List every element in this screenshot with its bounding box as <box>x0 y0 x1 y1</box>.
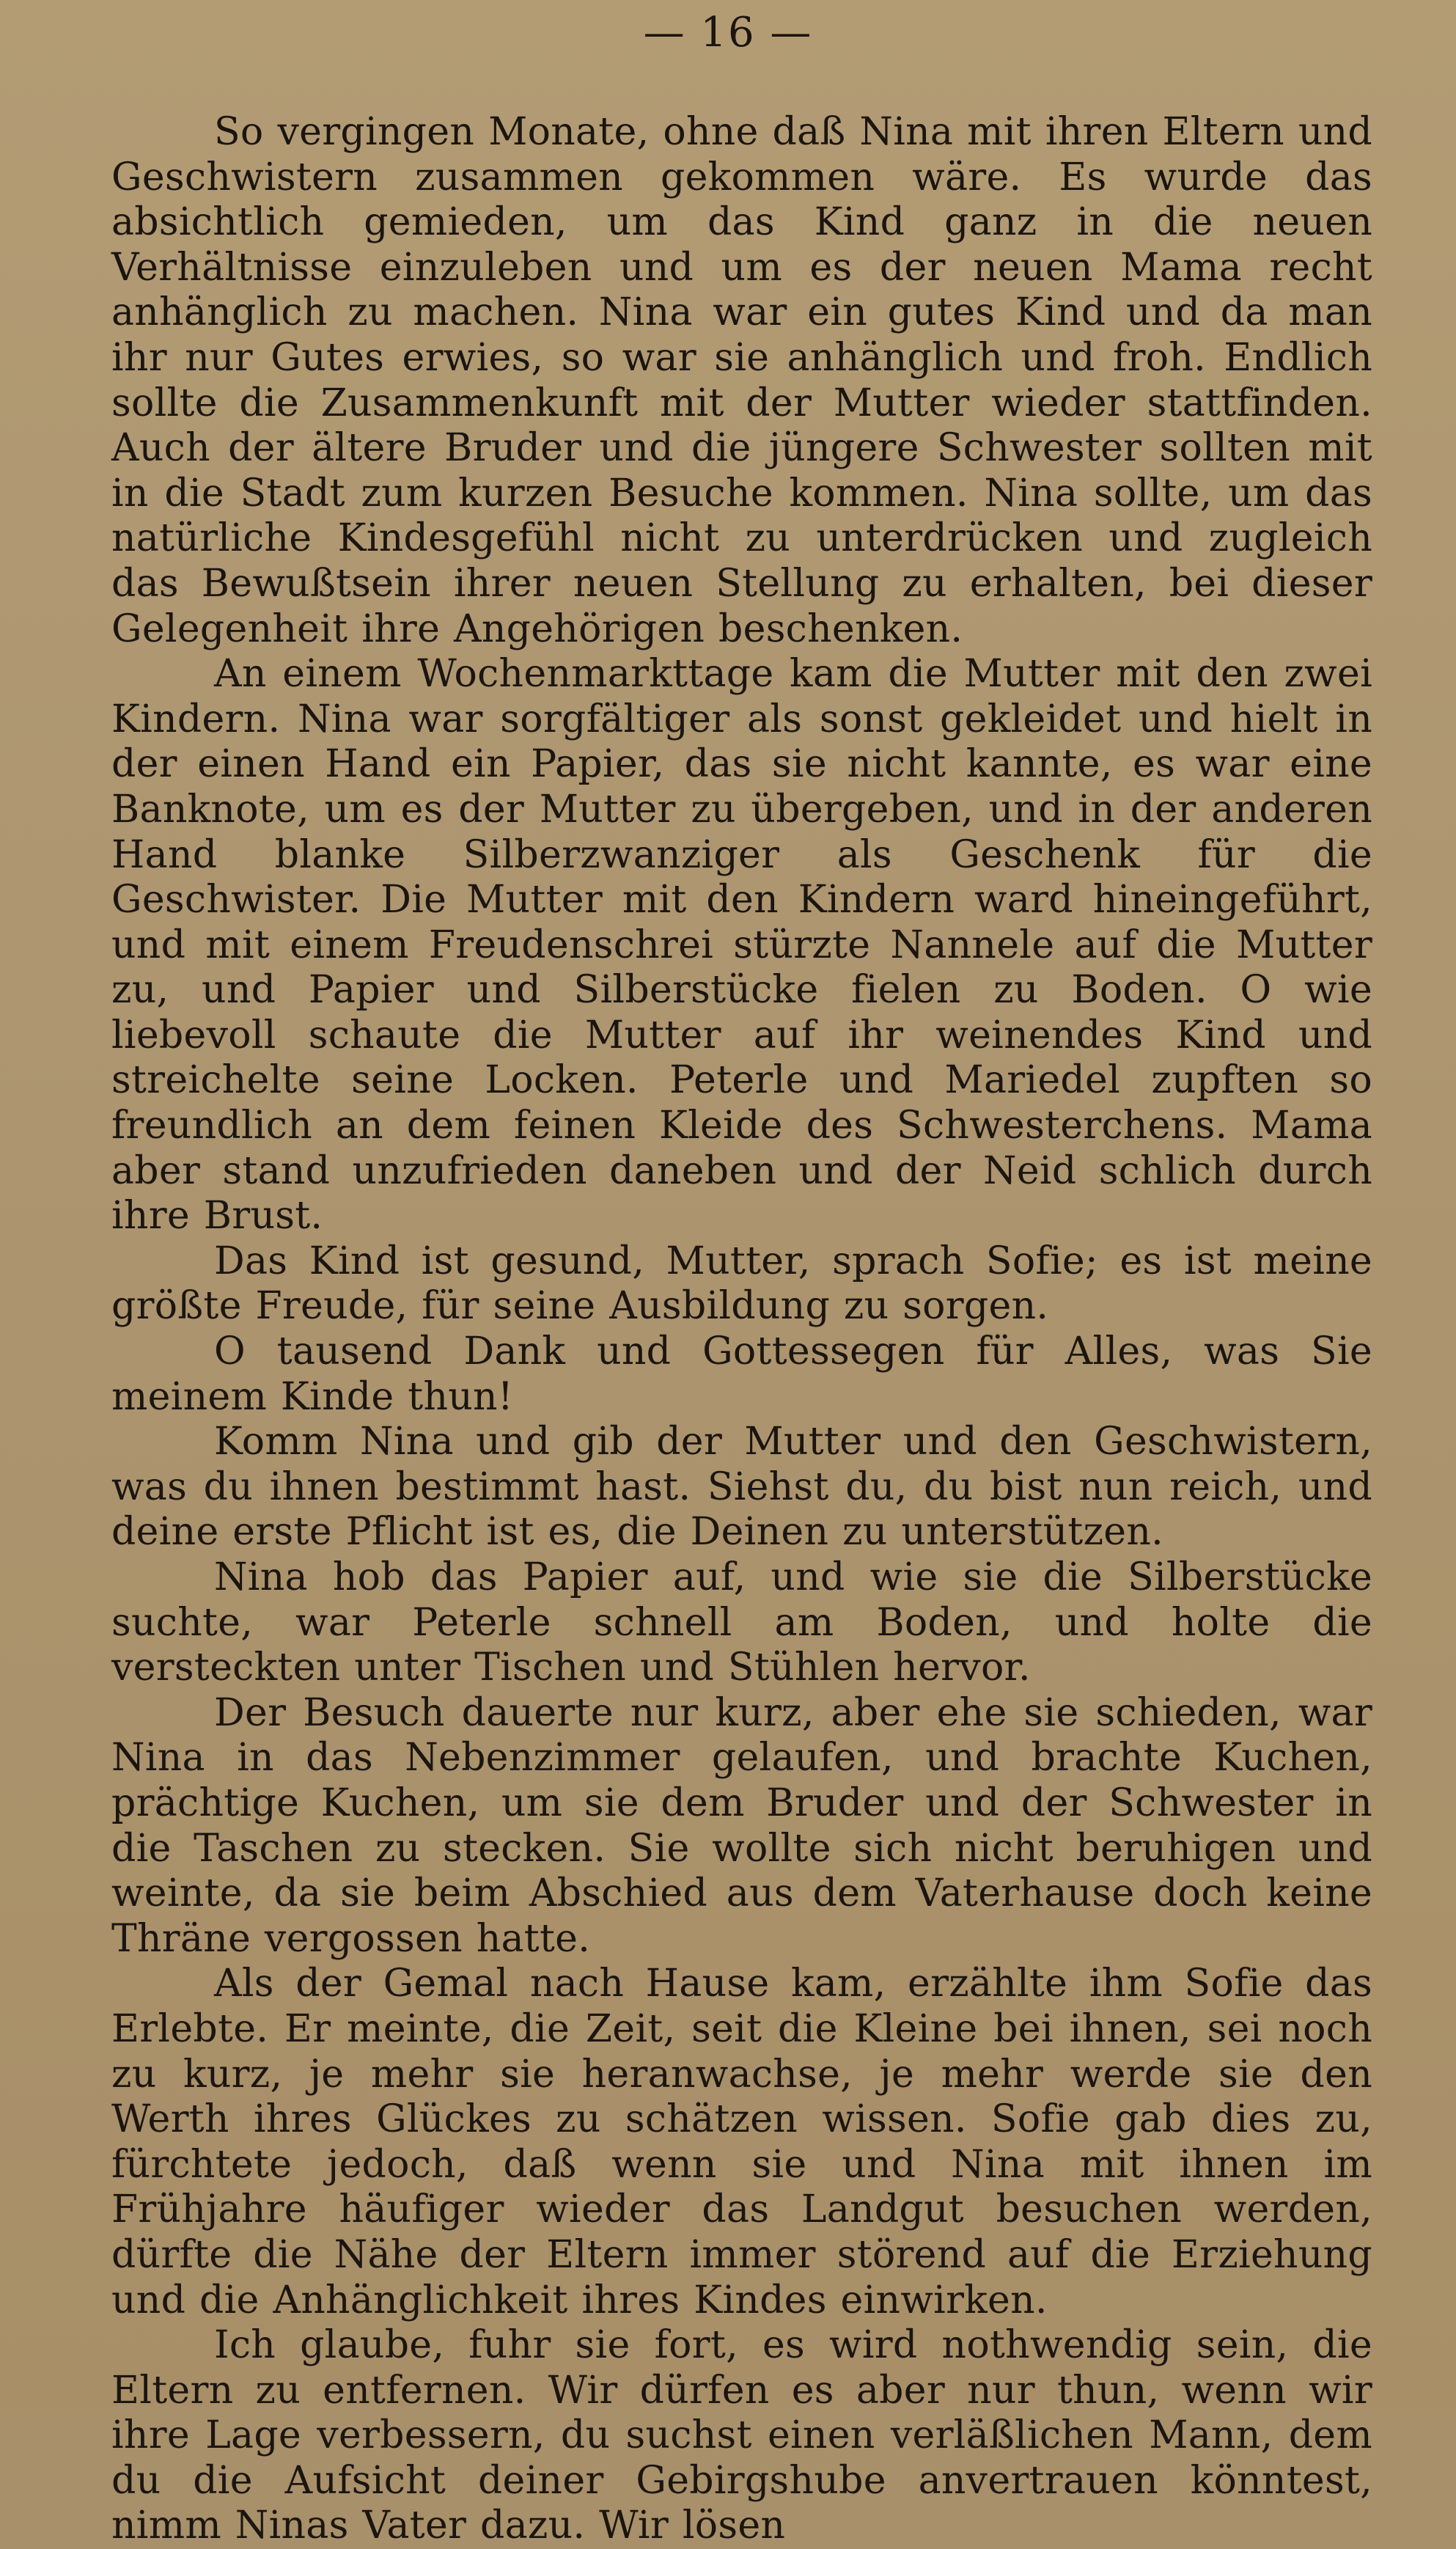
body-text <box>111 110 1372 2549</box>
paragraph-2: An einem Wochenmarkttage kam die Mutter mit den zwei Kindern. Nina war sorgfältiger als sonst gekleidet und hielt in der einen Hand ein Papier, das sie nicht kannte, es war eine Banknote, um es der Mutter zu übergeben, und in der anderen Hand blanke Silberzwanziger als Geschenk für die Geschwister. Die Mutter mit den Kindern ward hineingeführt, und mit einem Freudenschrei stürzte Nannele auf die Mutter zu, und Papier und Silberstücke fielen zu Boden. O wie liebevoll schaute die Mutter auf ihr weinendes Kind und streichelte seine Locken. Peterle und Mariedel zupften so freundlich an dem feinen Kleide des Schwesterchens. Mama aber stand unzufrieden daneben und der Neid schlich durch ihre Brust. <box>111 652 1372 1239</box>
paragraph-6: Nina hob das Papier auf, und wie sie die Silberstücke suchte, war Peterle schnell am Boden, und holte die versteckten unter Tischen und Stühlen hervor. <box>111 1555 1372 1690</box>
paragraph-9: Ich glaube, fuhr sie fort, es wird nothwendig sein, die Eltern zu entfernen. Wir dürfen es aber nur thun, wenn wir ihre Lage verbessern, du suchst einen verläßlichen Mann, dem du die Aufsicht deiner Gebirgshube anvertrauen könntest, nimm Ninas Vater dazu. Wir lösen <box>111 2323 1372 2548</box>
paragraph-1: So vergingen Monate, ohne daß Nina mit ihren Eltern und Geschwistern zusammen gekommen wäre. Es wurde das absichtlich gemieden, um das Kind ganz in die neuen Verhältnisse einzuleben und um es der neuen Mama recht anhänglich zu machen. Nina war ein gutes Kind und da man ihr nur Gutes erwies, so war sie anhänglich und froh. Endlich sollte die Zusammenkunft mit der Mutter wieder stattfinden. Auch der ältere Bruder und die jüngere Schwester sollten mit in die Stadt zum kurzen Besuche kommen. Nina sollte, um das natürliche Kindesgefühl nicht zu unterdrücken und zugleich das Bewußtsein ihrer neuen Stellung zu erhalten, bei dieser Gelegenheit ihre Angehörigen beschenken. <box>111 110 1372 651</box>
paragraph-8: Als der Gemal nach Hause kam, erzählte ihm Sofie das Erlebte. Er meinte, die Zeit, seit die Kleine bei ihnen, sei noch zu kurz, je mehr sie heranwachse, je mehr werde sie den Werth ihres Glückes zu schätzen wissen. Sofie gab dies zu, fürchtete jedoch, daß wenn sie und Nina mit ihnen im Frühjahre häufiger wieder das Landgut besuchen werden, dürfte die Nähe der Eltern immer störend auf die Erziehung und die Anhänglichkeit ihres Kindes einwirken. <box>111 1962 1372 2322</box>
paragraph-3: Das Kind ist gesund, Mutter, sprach Sofie; es ist meine größte Freude, für seine Ausbildung zu sorgen. <box>111 1239 1372 1329</box>
paragraph-4: O tausend Dank und Gottessegen für Alles, was Sie meinem Kinde thun! <box>111 1329 1372 1419</box>
paragraph-7: Der Besuch dauerte nur kurz, aber ehe sie schieden, war Nina in das Nebenzimmer gelaufen, und brachte Kuchen, prächtige Kuchen, um sie dem Bruder und der Schwester in die Taschen zu stecken. Sie wollte sich nicht beruhigen und weinte, da sie beim Abschied aus dem Vaterhause doch keine Thräne vergossen hatte. <box>111 1690 1372 1961</box>
paragraph-5: Komm Nina und gib der Mutter und den Geschwistern, was du ihnen bestimmt hast. Siehst du, du bist nun reich, und deine erste Pflicht ist es, die Deinen zu unterstützen. <box>111 1420 1372 1555</box>
page-number: — 16 — <box>643 9 813 56</box>
